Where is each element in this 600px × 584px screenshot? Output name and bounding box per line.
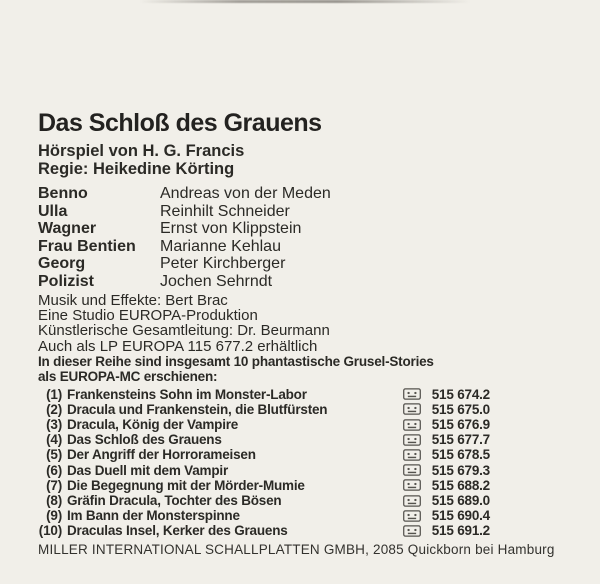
item-title: Der Angriff der Horrorameisen [67,447,256,463]
credit-music: Musik und Effekte: Bert Brac [38,292,228,309]
cassette-icon [403,403,421,415]
list-item [32,508,490,523]
cassette-icon [403,525,421,537]
item-number: (7) [46,477,62,493]
item-number: (3) [46,417,62,433]
list-item [32,523,490,538]
item-number: (10) [38,523,62,539]
cassette-icon [403,434,421,446]
item-catalog [403,508,490,523]
cast-row [38,273,600,291]
credit-production: Eine Studio EUROPA-Produktion [38,307,258,325]
cassette-icon [403,479,421,491]
cast-actor: Ernst von Klippstein [160,220,302,237]
catalog-number: 515 674.2 [431,386,490,402]
item-title: Im Bann der Monsterspinne [67,508,240,524]
item-number: (4) [46,432,62,448]
item-title: Das Duell mit dem Vampir [67,462,229,478]
catalog-number: 515 675.0 [431,401,490,417]
cast-row [38,203,600,221]
list-item [32,478,490,493]
cast-role: Polizist [38,272,95,290]
catalog-number: 515 688.2 [431,477,490,493]
cast-role: Frau Bentien [38,237,136,255]
catalog-number: 515 677.7 [431,432,490,448]
list-item [32,402,490,417]
item-number: (5) [46,447,62,463]
cast-actor: Peter Kirchberger [160,255,286,272]
cast-actor: Marianne Kehlau [160,237,281,255]
list-item [32,432,490,447]
list-item [32,447,490,462]
series-heading [38,354,600,384]
lp-availability-note: Auch als LP EUROPA 115 677.2 erhältlich [38,337,318,355]
cast-role: Benno [38,185,88,202]
scan-edge-artifact [140,0,470,3]
list-item [32,493,490,508]
item-catalog [403,463,490,478]
item-catalog [403,417,490,432]
item-title: Die Begegnung mit der Mörder-Mumie [67,477,305,493]
cast-actor: Jochen Sehrndt [160,272,273,290]
item-catalog [403,523,490,538]
item-title: Dracula, König der Vampire [67,417,239,433]
series-heading-line1: In dieser Reihe sind insgesamt 10 phantastische Grusel-Stories [38,353,434,369]
cast-actor: Andreas von der Meden [160,185,331,202]
cast-list [38,185,600,290]
cassette-icon [403,388,421,400]
catalog-number: 515 690.4 [431,508,490,524]
cast-role: Wagner [38,220,97,237]
catalog-number: 515 678.5 [431,447,490,463]
catalog-number: 515 689.0 [431,493,490,509]
list-item [32,417,490,432]
catalog-number: 515 679.3 [431,462,490,478]
cast-role: Georg [38,255,86,272]
series-heading-line2: als EUROPA-MC erschienen: [38,368,218,384]
cast-row [38,220,600,238]
item-title: Dracula und Frankenstein, die Blutfürsten [67,401,328,417]
item-title: Das Schloß des Grauens [67,432,222,448]
cast-row [38,238,600,256]
cassette-icon [403,510,421,522]
item-catalog [403,493,490,508]
item-title: Gräfin Dracula, Tochter des Bösen [67,493,282,509]
item-title: Draculas Insel, Kerker des Grauens [67,523,288,539]
item-catalog [403,478,490,493]
byline: Hörspiel von H. G. Francis [38,142,245,160]
cast-row [38,255,600,273]
cast-role: Ulla [38,202,68,220]
item-catalog [403,447,490,462]
cast-actor: Reinhilt Schneider [160,202,290,220]
item-number: (1) [46,386,62,402]
credit-art-direction: Künstlerische Gesamtleitung: Dr. Beurmann [38,322,330,340]
item-number: (6) [46,462,62,478]
item-catalog [403,387,490,402]
cassette-icon [403,464,421,476]
cassette-icon [403,419,421,431]
catalog-number: 515 691.2 [431,523,490,539]
item-catalog [403,402,490,417]
cassette-icon [403,449,421,461]
director-credit: Regie: Heikedine Körting [38,160,235,178]
item-title: Frankensteins Sohn im Monster-Labor [67,386,307,402]
page-title: Das Schloß des Grauens [38,109,322,137]
item-number: (8) [46,493,62,509]
list-item [32,387,490,402]
publisher-imprint: MILLER INTERNATIONAL SCHALLPLATTEN GMBH, 2085 Quickborn bei Hamburg [38,542,555,558]
production-credits [38,293,600,339]
list-item [32,463,490,478]
cassette-icon [403,495,421,507]
item-number: (2) [46,401,62,417]
cast-row [38,185,600,203]
catalog-number: 515 676.9 [431,417,490,433]
item-number: (9) [46,508,62,524]
series-list [32,387,490,539]
item-catalog [403,432,490,447]
